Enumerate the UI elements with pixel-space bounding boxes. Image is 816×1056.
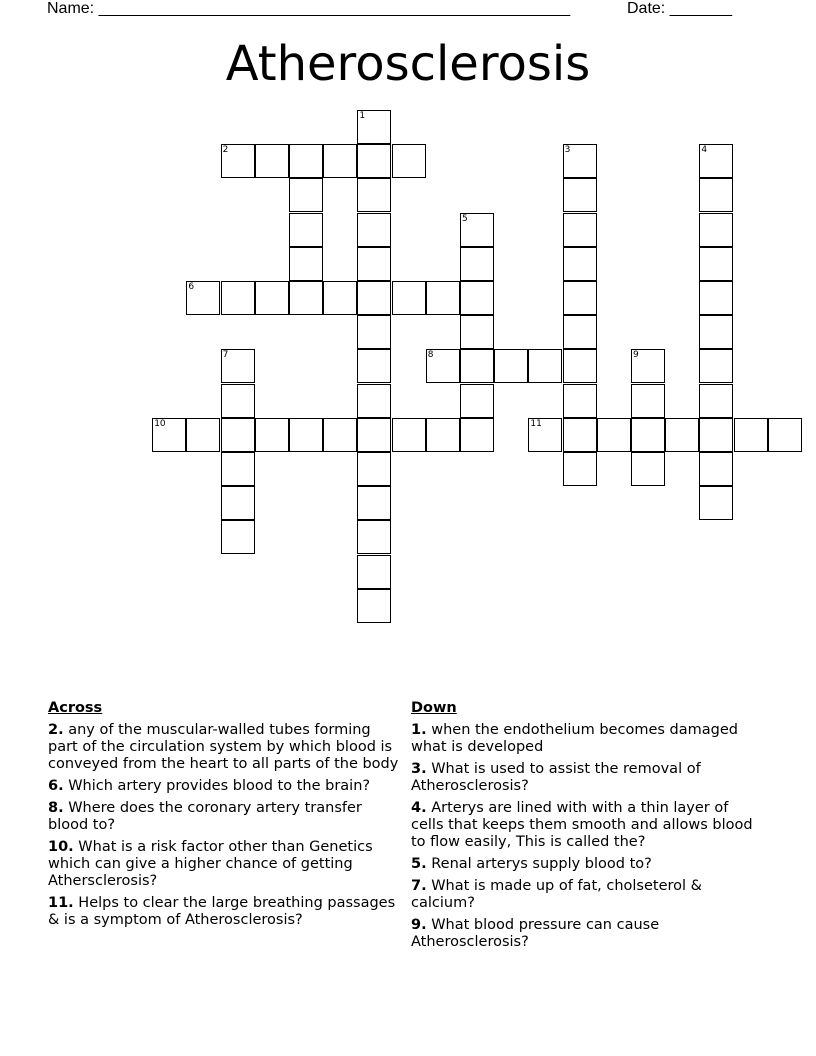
grid-cell[interactable] (289, 178, 323, 212)
clue-number: 11. (48, 895, 74, 911)
grid-cell[interactable] (323, 281, 357, 315)
grid-cell[interactable] (357, 178, 391, 212)
grid-cell[interactable] (289, 247, 323, 281)
grid-cell[interactable] (699, 247, 733, 281)
grid-cell[interactable] (665, 418, 699, 452)
clue-text: Arterys are lined with with a thin layer of cells that keeps them smooth and allows blood to flow easily, This is called the? (411, 800, 753, 850)
grid-cell[interactable] (631, 384, 665, 418)
grid-cell[interactable] (768, 418, 802, 452)
grid-cell[interactable] (699, 384, 733, 418)
grid-cell[interactable] (255, 281, 289, 315)
grid-cell[interactable] (255, 418, 289, 452)
date-field-line[interactable]: Date: _______ (627, 0, 732, 17)
clue-down-3 (411, 761, 756, 795)
clue-number: 8. (48, 800, 64, 816)
grid-cell[interactable] (357, 486, 391, 520)
grid-cell[interactable] (563, 452, 597, 486)
grid-cell[interactable] (460, 247, 494, 281)
clue-down-1 (411, 722, 756, 756)
grid-cell[interactable] (563, 349, 597, 383)
grid-cell[interactable] (563, 281, 597, 315)
grid-cell[interactable] (357, 349, 391, 383)
grid-cell[interactable] (357, 110, 391, 144)
grid-cell[interactable] (563, 418, 597, 452)
clue-across-6 (48, 778, 400, 795)
clue-number-label: 11 (530, 418, 542, 429)
grid-cell[interactable] (221, 486, 255, 520)
grid-cell[interactable] (563, 384, 597, 418)
grid-cell[interactable] (699, 486, 733, 520)
clue-text: Helps to clear the large breathing passages & is a symptom of Atherosclerosis? (48, 895, 396, 928)
clue-across-8 (48, 800, 400, 834)
grid-cell[interactable] (357, 452, 391, 486)
grid-cell[interactable] (699, 349, 733, 383)
grid-cell[interactable] (221, 452, 255, 486)
grid-cell[interactable] (255, 144, 289, 178)
clue-down-7 (411, 878, 756, 912)
grid-cell[interactable] (631, 349, 665, 383)
grid-cell[interactable] (357, 384, 391, 418)
clue-number-label: 7 (222, 350, 229, 361)
grid-cell[interactable] (734, 418, 768, 452)
grid-cell[interactable] (563, 178, 597, 212)
name-field-line[interactable]: Name: _____________________________________________________ (47, 0, 571, 17)
grid-cell[interactable] (563, 247, 597, 281)
grid-cell[interactable] (460, 281, 494, 315)
grid-cell[interactable] (460, 418, 494, 452)
grid-cell[interactable] (392, 281, 426, 315)
clue-across-10 (48, 839, 400, 890)
grid-cell[interactable] (357, 315, 391, 349)
grid-cell[interactable] (460, 349, 494, 383)
clue-text: Which artery provides blood to the brain? (68, 778, 371, 794)
clue-number: 9. (411, 917, 427, 933)
clue-number-label: 5 (462, 213, 468, 224)
clue-down-5 (411, 856, 756, 873)
grid-cell[interactable] (289, 213, 323, 247)
clue-number: 3. (411, 761, 427, 777)
grid-cell[interactable] (563, 213, 597, 247)
grid-cell[interactable] (357, 144, 391, 178)
clue-text: What blood pressure can cause Atherosclerosis? (411, 917, 660, 950)
grid-cell[interactable] (357, 247, 391, 281)
clue-number-label: 2 (222, 145, 229, 156)
clue-number-label: 6 (188, 282, 195, 292)
grid-cell[interactable] (357, 418, 391, 452)
grid-cell[interactable] (426, 281, 460, 315)
grid-cell[interactable] (289, 418, 323, 452)
grid-cell[interactable] (426, 349, 460, 383)
grid-cell[interactable] (460, 213, 494, 247)
grid-cell[interactable] (357, 520, 391, 554)
grid-cell[interactable] (699, 144, 733, 178)
grid-cell[interactable] (563, 144, 597, 178)
grid-cell[interactable] (221, 281, 255, 315)
grid-cell[interactable] (221, 418, 255, 452)
grid-cell[interactable] (323, 418, 357, 452)
clue-number: 6. (48, 778, 64, 794)
grid-cell[interactable] (186, 281, 220, 315)
clue-across-2 (48, 722, 400, 773)
across-heading: Across (48, 700, 103, 716)
grid-cell[interactable] (699, 178, 733, 212)
grid-cell[interactable] (699, 315, 733, 349)
grid-cell[interactable] (494, 349, 528, 383)
grid-cell[interactable] (631, 452, 665, 486)
clue-number: 2. (48, 722, 64, 738)
across-clues (48, 700, 400, 934)
grid-cell[interactable] (631, 418, 665, 452)
grid-cell[interactable] (699, 213, 733, 247)
grid-cell[interactable] (392, 144, 426, 178)
grid-cell[interactable] (186, 418, 220, 452)
grid-cell[interactable] (221, 144, 255, 178)
clue-down-9 (411, 917, 756, 951)
clue-number-label: 10 (154, 418, 166, 429)
clue-down-4 (411, 800, 756, 851)
grid-cell[interactable] (563, 315, 597, 349)
grid-cell[interactable] (357, 589, 391, 623)
clue-number: 10. (48, 839, 74, 855)
grid-cell[interactable] (699, 452, 733, 486)
grid-cell[interactable] (528, 349, 562, 383)
grid-cell[interactable] (357, 213, 391, 247)
grid-cell[interactable] (289, 281, 323, 315)
grid-cell[interactable] (699, 418, 733, 452)
clue-across-11 (48, 895, 400, 929)
clue-number-label: 8 (427, 350, 434, 361)
grid-cell[interactable] (289, 144, 323, 178)
grid-cell[interactable] (528, 418, 562, 452)
clue-number-label: 3 (564, 145, 571, 156)
grid-cell[interactable] (699, 281, 733, 315)
grid-cell[interactable] (460, 315, 494, 349)
grid-cell[interactable] (426, 418, 460, 452)
grid-cell[interactable] (357, 555, 391, 589)
clue-number: 1. (411, 722, 427, 738)
down-heading: Down (411, 700, 457, 716)
clue-number-label: 4 (701, 145, 708, 156)
clue-number: 4. (411, 800, 427, 816)
grid-cell[interactable] (357, 281, 391, 315)
grid-cell[interactable] (221, 384, 255, 418)
clue-number-label: 1 (359, 111, 366, 121)
grid-cell[interactable] (323, 144, 357, 178)
clue-text: What is made up of fat, cholseterol & calcium? (411, 878, 702, 911)
grid-cell[interactable] (152, 418, 186, 452)
clue-text: What is used to assist the removal of Atherosclerosis? (411, 761, 701, 794)
clue-text: Where does the coronary artery transfer blood to? (48, 800, 362, 833)
grid-cell[interactable] (597, 418, 631, 452)
grid-cell[interactable] (392, 418, 426, 452)
clue-number: 7. (411, 878, 427, 894)
clue-number-label: 9 (633, 350, 639, 361)
clue-text: any of the muscular-walled tubes forming part of the circulation system by which blood is conveyed from the heart to all parts of the body (48, 722, 399, 772)
grid-cell[interactable] (460, 384, 494, 418)
clue-text: Renal arterys supply blood to? (431, 856, 652, 872)
down-clues (411, 700, 756, 956)
clue-text: What is a risk factor other than Genetics which can give a higher chance of getting Athersclerosis? (48, 839, 373, 889)
grid-cell[interactable] (221, 520, 255, 554)
clue-text: when the endothelium becomes damaged what is developed (411, 722, 738, 755)
page-title: Atherosclerosis (225, 36, 591, 92)
clue-number: 5. (411, 856, 427, 872)
grid-cell[interactable] (221, 349, 255, 383)
